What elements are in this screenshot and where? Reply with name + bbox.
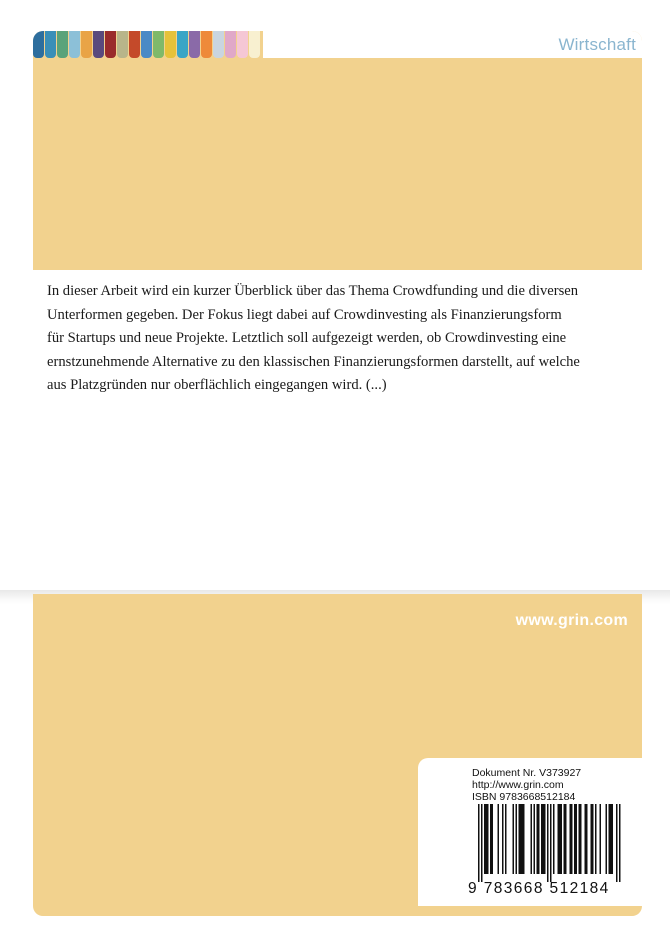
- color-stripe: [93, 31, 104, 58]
- barcode-bar: [505, 804, 507, 874]
- color-stripe: [33, 31, 44, 58]
- barcode-bar: [487, 804, 489, 874]
- color-stripe: [141, 31, 152, 58]
- publisher-url: www.grin.com: [515, 612, 628, 629]
- barcode-bar: [478, 804, 480, 882]
- barcode-digits: 9 783668 512184: [468, 880, 610, 897]
- color-stripe: [45, 31, 56, 58]
- color-stripe: [201, 31, 212, 58]
- barcode-bar: [502, 804, 504, 874]
- color-stripe: [177, 31, 188, 58]
- barcode-bar: [616, 804, 618, 882]
- barcode-bar: [585, 804, 587, 874]
- barcode-meta: [472, 767, 581, 803]
- document-number: Dokument Nr. V373927: [472, 767, 582, 779]
- color-stripe-bar: [33, 31, 261, 58]
- color-stripe: [105, 31, 116, 58]
- barcode-bar: [580, 804, 582, 874]
- color-stripe: [57, 31, 68, 58]
- color-stripe: [249, 31, 260, 58]
- color-stripe: [81, 31, 92, 58]
- barcode-bar: [612, 804, 614, 874]
- barcode-bar: [541, 804, 543, 874]
- top-color-panel: [33, 31, 642, 270]
- barcode-bar: [586, 804, 588, 874]
- barcode-bar: [571, 804, 573, 874]
- barcode-bar: [595, 804, 597, 874]
- barcode-bar: [516, 804, 518, 874]
- barcode-bar: [544, 804, 546, 874]
- barcode-bar: [610, 804, 612, 874]
- isbn-label: ISBN 9783668512184: [472, 791, 576, 803]
- barcode-bar: [538, 804, 540, 874]
- barcode-bar: [513, 804, 515, 874]
- abstract-line: für Startups und neue Projekte. Letztlich soll aufgezeigt werden, ob Crowdinvesting eine: [47, 330, 567, 347]
- barcode-bar: [600, 804, 602, 874]
- barcode-bar: [543, 804, 545, 874]
- barcode-bar: [559, 804, 561, 874]
- barcode-bar: [561, 804, 563, 874]
- color-stripe: [165, 31, 176, 58]
- barcode-bar: [570, 804, 572, 874]
- abstract-line: ernstzunehmende Alternative zu den klassischen Finanzierungsformen darstellt, auf welche: [47, 353, 580, 370]
- color-stripe: [237, 31, 248, 58]
- barcode-bar: [565, 804, 567, 874]
- color-stripe: [117, 31, 128, 58]
- barcode-image: [466, 804, 626, 882]
- barcode-bar: [492, 804, 494, 874]
- barcode-bar: [574, 804, 576, 874]
- barcode-bar: [558, 804, 560, 874]
- barcode-bar: [481, 804, 483, 882]
- barcode-bar: [591, 804, 593, 874]
- color-stripe: [129, 31, 140, 58]
- barcode-bar: [523, 804, 525, 874]
- abstract-line: aus Platzgründen nur oberflächlich eingegangen wird. (...): [47, 377, 387, 394]
- barcode-bar: [564, 804, 566, 874]
- abstract-text: [47, 280, 627, 398]
- abstract-line: Unterformen gegeben. Der Fokus liegt dabei auf Crowdinvesting als Finanzierungsform: [47, 306, 562, 323]
- color-stripe: [225, 31, 236, 58]
- barcode-bar: [486, 804, 488, 874]
- bottom-color-panel: [33, 594, 642, 916]
- barcode-box: [418, 758, 642, 906]
- barcode-bar: [498, 804, 500, 874]
- color-stripe: [153, 31, 164, 58]
- barcode-bar: [520, 804, 522, 874]
- category-label: Wirtschaft: [558, 35, 636, 54]
- color-stripe: [69, 31, 80, 58]
- barcode-bar: [537, 804, 539, 874]
- color-stripe: [189, 31, 200, 58]
- barcode-bar: [534, 804, 536, 874]
- barcode-bar: [550, 804, 552, 882]
- barcode-bar: [531, 804, 533, 874]
- barcode-bar: [547, 804, 549, 882]
- barcode-bar: [519, 804, 521, 874]
- publisher-link: http://www.grin.com: [472, 779, 564, 791]
- barcode-bar: [609, 804, 611, 874]
- barcode-bar: [484, 804, 486, 874]
- abstract-line: In dieser Arbeit wird ein kurzer Überblick über das Thema Crowdfunding und die diversen: [47, 283, 579, 299]
- barcode-bar: [553, 804, 555, 874]
- barcode-bar: [619, 804, 621, 882]
- barcode-bar: [576, 804, 578, 874]
- color-stripe: [213, 31, 224, 58]
- barcode-bar: [522, 804, 524, 874]
- barcode-bar: [592, 804, 594, 874]
- barcode-bar: [579, 804, 581, 874]
- barcode-bar: [606, 804, 608, 874]
- barcode-bar: [490, 804, 492, 874]
